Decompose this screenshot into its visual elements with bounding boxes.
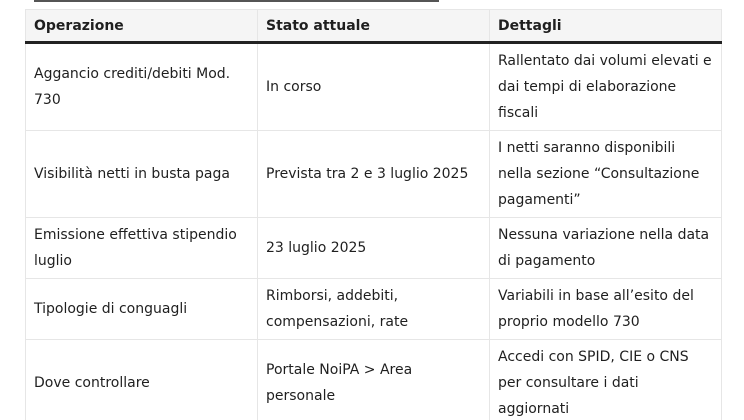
cell-dettagli: Accedi con SPID, CIE o CNS per consultare i dati aggiornati — [490, 340, 722, 420]
cell-operazione: Tipologie di conguagli — [26, 279, 258, 340]
table-header-row — [26, 10, 722, 43]
cell-stato: Prevista tra 2 e 3 luglio 2025 — [258, 131, 490, 218]
table-row — [26, 131, 722, 218]
cell-operazione: Dove controllare — [26, 340, 258, 420]
cell-dettagli: I netti saranno disponibili nella sezione “Consultazione pagamenti” — [490, 131, 722, 218]
cell-stato: Portale NoiPA > Area personale — [258, 340, 490, 420]
cell-stato: Rimborsi, addebiti, compensazioni, rate — [258, 279, 490, 340]
header-dettagli: Dettagli — [490, 10, 722, 43]
cell-dettagli: Rallentato dai volumi elevati e dai tempi di elaborazione fiscali — [490, 43, 722, 131]
cell-dettagli: Variabili in base all’esito del proprio modello 730 — [490, 279, 722, 340]
cell-stato: In corso — [258, 43, 490, 131]
table-row — [26, 340, 722, 420]
top-divider — [34, 0, 439, 2]
cell-stato: 23 luglio 2025 — [258, 218, 490, 279]
table-row — [26, 43, 722, 131]
cell-operazione: Aggancio crediti/debiti Mod. 730 — [26, 43, 258, 131]
table-row — [26, 218, 722, 279]
cell-operazione: Visibilità netti in busta paga — [26, 131, 258, 218]
cell-dettagli: Nessuna variazione nella data di pagamento — [490, 218, 722, 279]
header-stato-attuale: Stato attuale — [258, 10, 490, 43]
status-table — [25, 9, 722, 420]
table-row — [26, 279, 722, 340]
header-operazione: Operazione — [26, 10, 258, 43]
cell-operazione: Emissione effettiva stipendio luglio — [26, 218, 258, 279]
